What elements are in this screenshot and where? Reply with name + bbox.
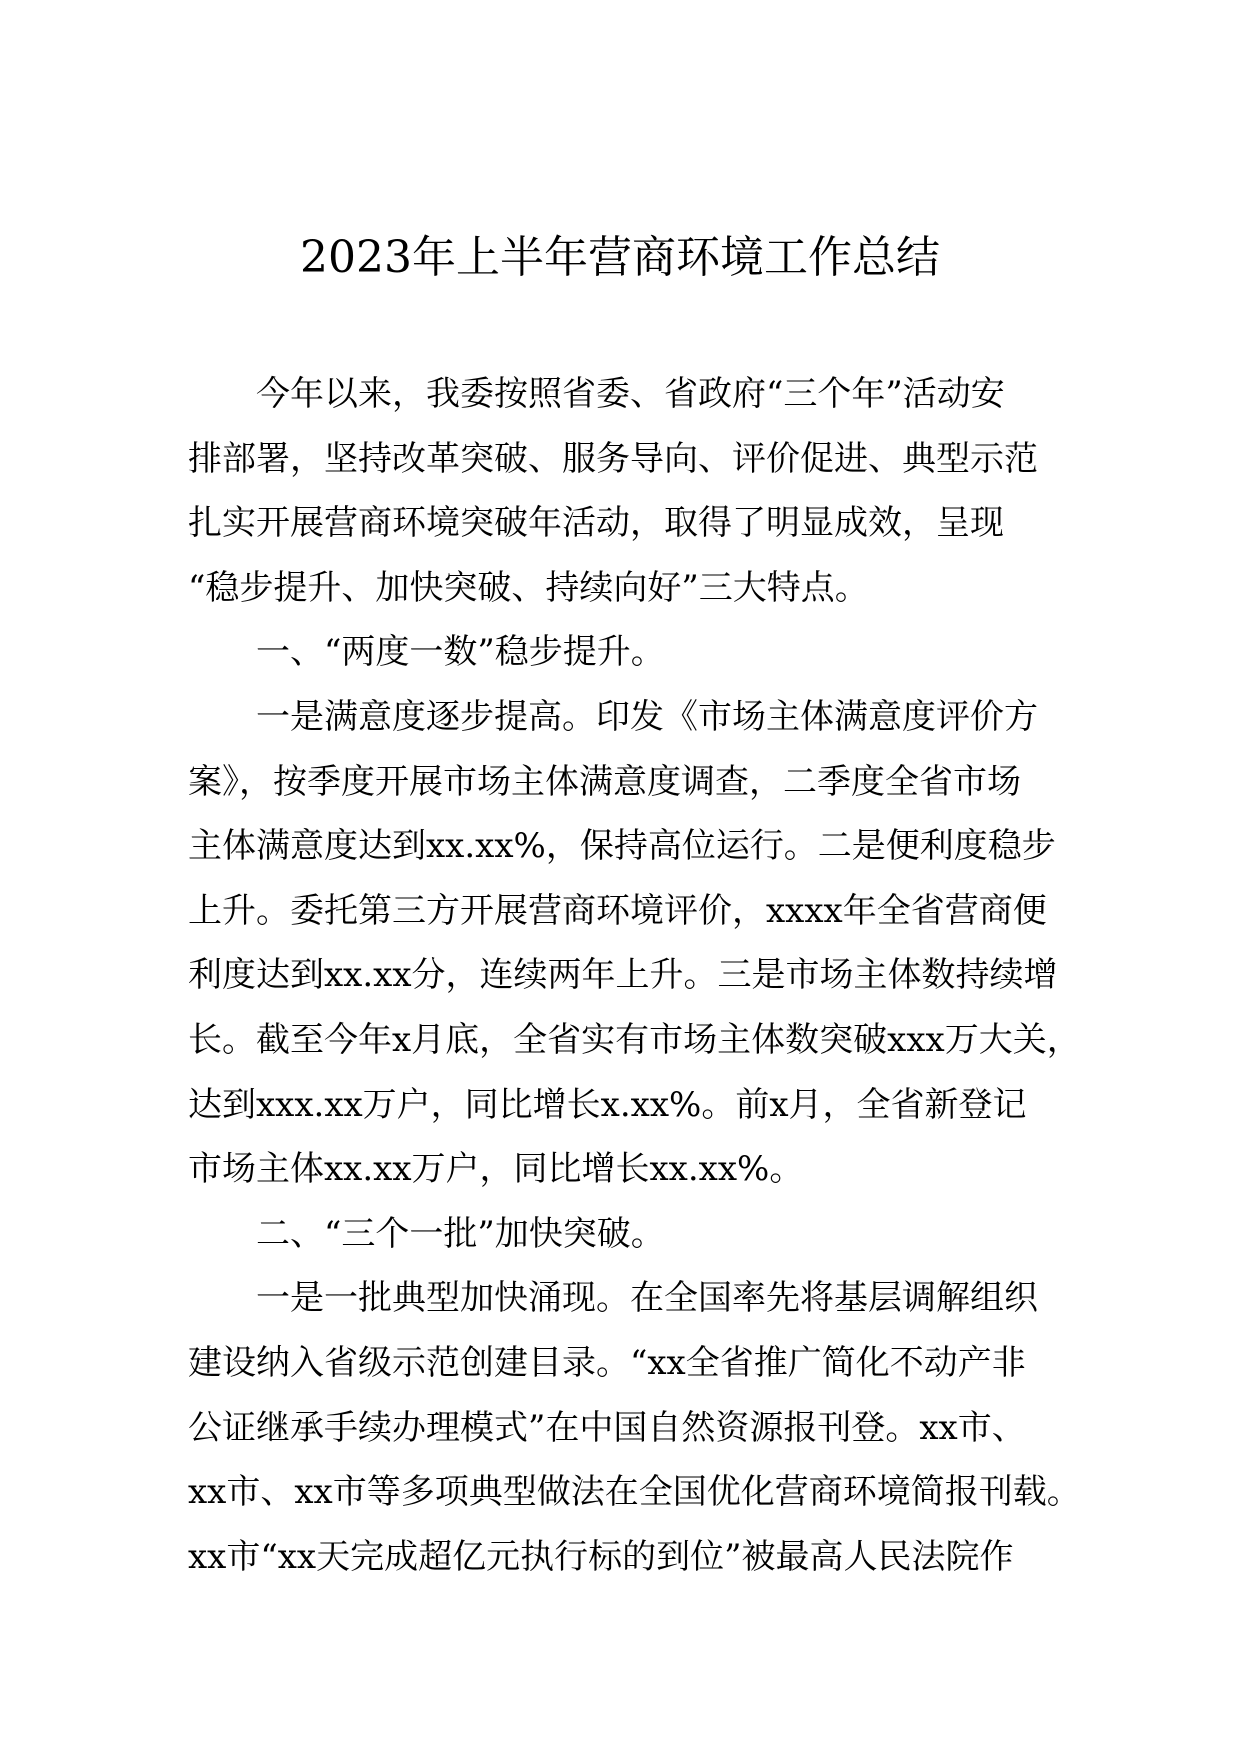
document-body [188,362,1088,1589]
text-line: xx市、xx市等多项典型做法在全国优化营商环境简报刊载。 [188,1472,1081,1513]
text-line: 公证继承手续办理模式”在中国自然资源报刊登。xx市、 [188,1407,1026,1448]
text-line: 达到xxx.xx万户，同比增长x.xx%。前x月，全省新登记 [188,1084,1027,1125]
text-line: 扎实开展营商环境突破年活动，取得了明显成效，呈现 [188,503,1004,544]
text-line: 长。截至今年x月底，全省实有市场主体数突破xxx万大关， [188,1019,1081,1060]
document-title: 2023年上半年营商环境工作总结 [300,232,940,283]
text-line: 上升。委托第三方开展营商环境评价，xxxx年全省营商便 [188,890,1047,931]
text-line: “稳步提升、加快突破、持续向好”三大特点。 [188,567,869,608]
text-line: 案》，按季度开展市场主体满意度调查，二季度全省市场 [188,761,1021,802]
text-line: 排部署，坚持改革突破、服务导向、评价促进、典型示范 [188,438,1038,479]
text-line: 建设纳入省级示范创建目录。“xx全省推广简化不动产非 [188,1342,1026,1383]
text-line: 主体满意度达到xx.xx%，保持高位运行。二是便利度稳步 [188,826,1056,867]
text-line: 一是满意度逐步提高。印发《市场主体满意度评价方 [256,696,1038,737]
text-line: 今年以来，我委按照省委、省政府“三个年”活动安 [256,374,1005,414]
text-line: 市场主体xx.xx万户，同比增长xx.xx%。 [188,1149,804,1190]
text-line: 利度达到xx.xx分，连续两年上升。三是市场主体数持续增 [188,955,1058,996]
text-line: 一是一批典型加快涌现。在全国率先将基层调解组织 [256,1278,1038,1319]
text-line: 一、“两度一数”稳步提升。 [256,632,665,673]
text-line: 二、“三个一批”加快突破。 [256,1213,665,1254]
text-line: xx市“xx天完成超亿元执行标的到位”被最高人民法院作 [188,1536,1014,1577]
